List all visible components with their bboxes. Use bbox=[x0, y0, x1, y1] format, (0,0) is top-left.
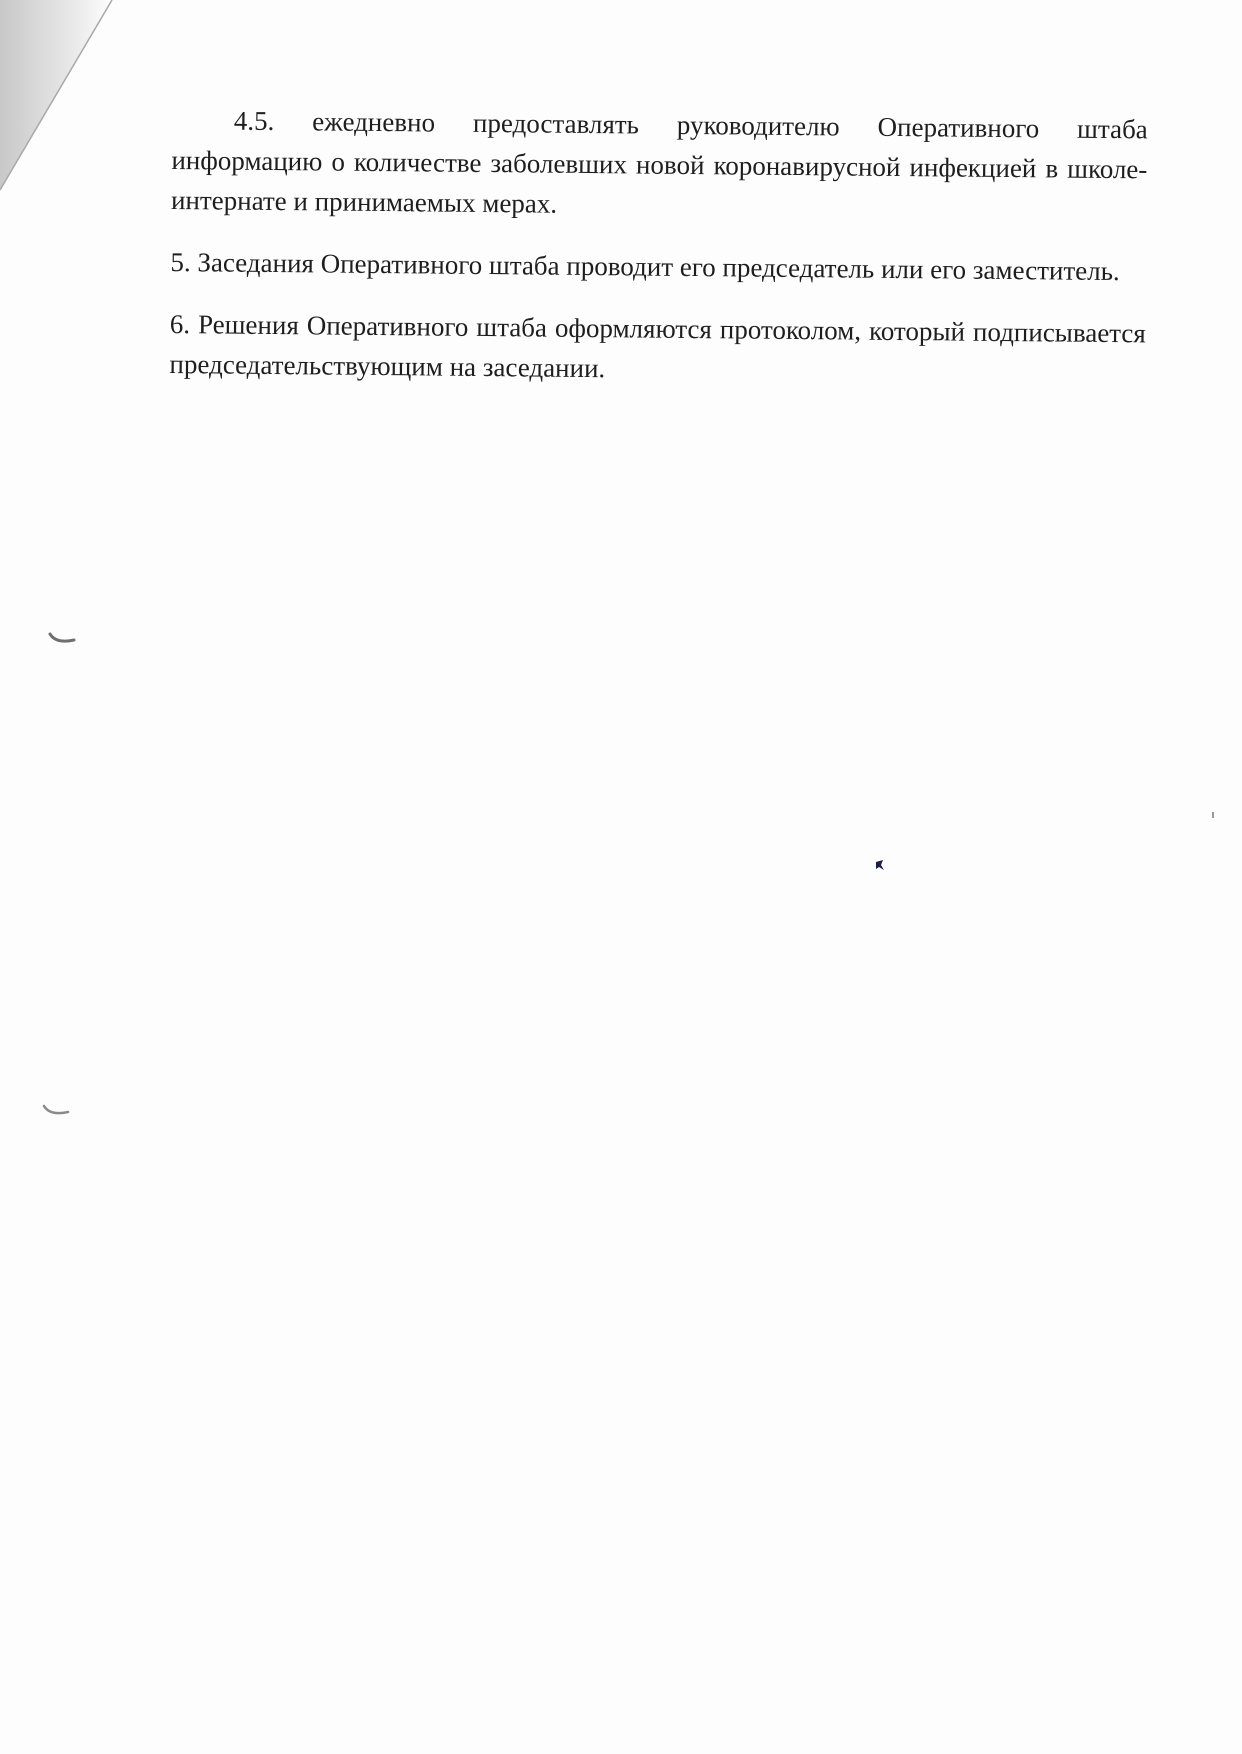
paragraph-5: 5. Заседания Оперативного штаба проводит его председатель или его заместитель. bbox=[170, 246, 1120, 287]
ink-blot bbox=[873, 858, 887, 872]
paragraph-6: 6. Решения Оперативного штаба оформляются протоколом, который подписывается председательствующим на заседании. bbox=[169, 308, 1146, 384]
scan-corner-shadow bbox=[0, 0, 130, 200]
punch-hole-mark bbox=[46, 630, 78, 646]
punch-hole-mark bbox=[40, 1102, 72, 1118]
document-body bbox=[169, 100, 1148, 415]
paragraph-4-5: 4.5. ежедневно предоставлять руководителю Оперативного штаба информацию о количестве заболевших новой коронавирусной инфекцией в школе-интернате и принимаемых мерах. bbox=[170, 105, 1148, 219]
scan-speck bbox=[1212, 812, 1214, 818]
